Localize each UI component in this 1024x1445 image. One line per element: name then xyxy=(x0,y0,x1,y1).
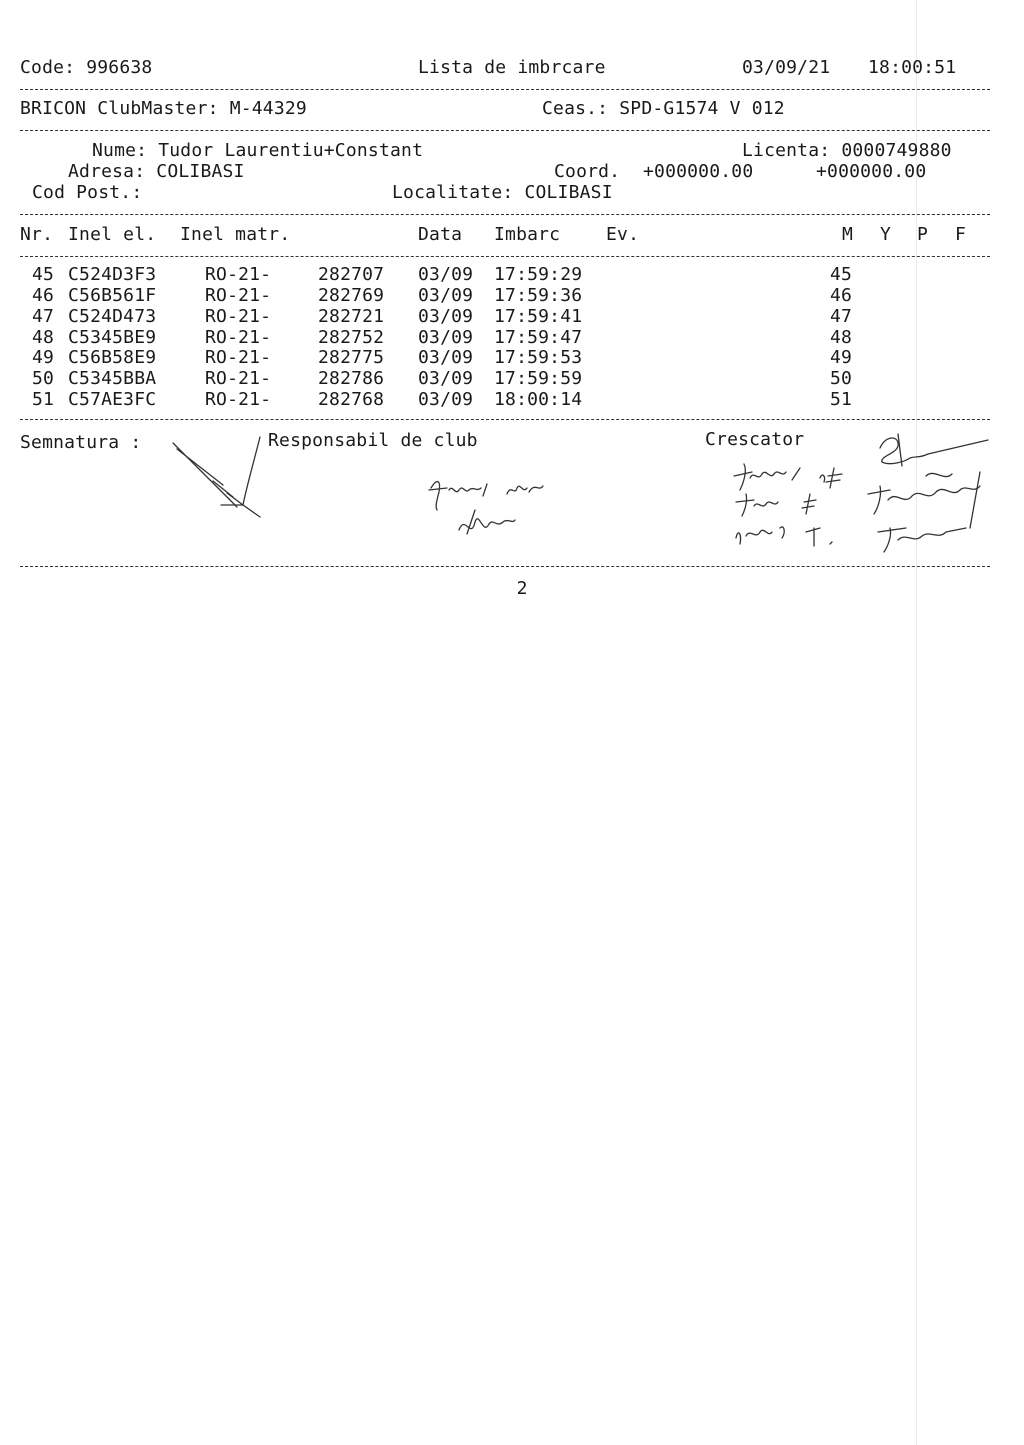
table-row xyxy=(0,307,1024,327)
cell-time: 18:00:14 xyxy=(494,389,583,410)
cell-matr: 282775 xyxy=(318,347,385,368)
table-row xyxy=(0,265,1024,285)
col-header-m: M xyxy=(842,224,854,245)
document-title: Lista de imbrcare xyxy=(418,57,606,78)
cell-matr: 282707 xyxy=(318,264,385,285)
cell-time: 17:59:47 xyxy=(494,327,583,348)
table-row xyxy=(0,390,1024,410)
divider xyxy=(20,89,990,90)
coord-x: +000000.00 xyxy=(643,161,754,182)
cell-data: 03/09 xyxy=(418,264,474,285)
cell-nr: 46 xyxy=(32,285,55,306)
signature-scribble xyxy=(165,435,275,525)
cell-inel-el: C56B58E9 xyxy=(68,347,157,368)
cell-nr: 45 xyxy=(32,264,55,285)
cell-data: 03/09 xyxy=(418,368,474,389)
print-date: 03/09/21 xyxy=(742,57,831,78)
club-responsible-label: Responsabil de club xyxy=(268,430,478,451)
table-row xyxy=(0,328,1024,348)
col-header-ev: Ev. xyxy=(606,224,640,245)
divider xyxy=(20,214,990,215)
cell-nr: 51 xyxy=(32,389,55,410)
club-responsible-signature xyxy=(425,470,555,550)
cell-data: 03/09 xyxy=(418,389,474,410)
cell-data: 03/09 xyxy=(418,285,474,306)
cell-time: 17:59:41 xyxy=(494,306,583,327)
divider xyxy=(20,130,990,131)
scan-fold-line xyxy=(916,0,917,1445)
col-header-data: Data xyxy=(418,224,463,245)
cell-m: 45 xyxy=(830,264,853,285)
table-row xyxy=(0,369,1024,389)
cell-m: 51 xyxy=(830,389,853,410)
page-number: 2 xyxy=(516,578,528,599)
fancier-address: Adresa: COLIBASI xyxy=(68,161,245,182)
col-header-p: P xyxy=(917,224,929,245)
cell-inel-el: C524D3F3 xyxy=(68,264,157,285)
licence-number: Licenta: 0000749880 xyxy=(742,140,952,161)
col-header-imbarc: Imbarc xyxy=(494,224,561,245)
clock-id: Ceas.: SPD-G1574 V 012 xyxy=(542,98,785,119)
cell-inel-el: C524D473 xyxy=(68,306,157,327)
cell-nr: 50 xyxy=(32,368,55,389)
cell-m: 46 xyxy=(830,285,853,306)
cell-inel-el: C56B561F xyxy=(68,285,157,306)
print-time: 18:00:51 xyxy=(868,57,957,78)
col-header-y: Y xyxy=(880,224,892,245)
cell-matr: 282768 xyxy=(318,389,385,410)
locality: Localitate: COLIBASI xyxy=(392,182,613,203)
cell-country: RO-21- xyxy=(205,368,272,389)
divider xyxy=(20,566,990,567)
fancier-name: Nume: Tudor Laurentiu+Constant xyxy=(92,140,424,161)
breeder-signature xyxy=(730,428,995,553)
cell-country: RO-21- xyxy=(205,347,272,368)
col-header-inel-el: Inel el. xyxy=(68,224,157,245)
cell-time: 17:59:29 xyxy=(494,264,583,285)
cell-matr: 282752 xyxy=(318,327,385,348)
cell-time: 17:59:59 xyxy=(494,368,583,389)
cell-m: 47 xyxy=(830,306,853,327)
cell-matr: 282786 xyxy=(318,368,385,389)
col-header-inel-matr: Inel matr. xyxy=(180,224,291,245)
col-header-nr: Nr. xyxy=(20,224,54,245)
cell-inel-el: C5345BBA xyxy=(68,368,157,389)
cell-country: RO-21- xyxy=(205,264,272,285)
cell-inel-el: C57AE3FC xyxy=(68,389,157,410)
code-label: Code: 996638 xyxy=(20,57,153,78)
cell-matr: 282721 xyxy=(318,306,385,327)
cell-nr: 48 xyxy=(32,327,55,348)
table-row xyxy=(0,286,1024,306)
table-row xyxy=(0,348,1024,368)
coord-y: +000000.00 xyxy=(816,161,927,182)
cell-m: 48 xyxy=(830,327,853,348)
signature-label: Semnatura : xyxy=(20,432,142,453)
coord-label: Coord. xyxy=(554,161,621,182)
cell-time: 17:59:53 xyxy=(494,347,583,368)
divider xyxy=(20,419,990,420)
col-header-f: F xyxy=(955,224,967,245)
cell-inel-el: C5345BE9 xyxy=(68,327,157,348)
cell-country: RO-21- xyxy=(205,389,272,410)
cell-data: 03/09 xyxy=(418,327,474,348)
cell-m: 50 xyxy=(830,368,853,389)
cell-matr: 282769 xyxy=(318,285,385,306)
clubmaster-id: BRICON ClubMaster: M-44329 xyxy=(20,98,307,119)
cell-time: 17:59:36 xyxy=(494,285,583,306)
cell-data: 03/09 xyxy=(418,347,474,368)
cell-nr: 47 xyxy=(32,306,55,327)
cell-m: 49 xyxy=(830,347,853,368)
cell-country: RO-21- xyxy=(205,306,272,327)
divider xyxy=(20,256,990,257)
postal-code-label: Cod Post.: xyxy=(32,182,143,203)
cell-country: RO-21- xyxy=(205,285,272,306)
cell-nr: 49 xyxy=(32,347,55,368)
cell-country: RO-21- xyxy=(205,327,272,348)
cell-data: 03/09 xyxy=(418,306,474,327)
breeder-label: Crescator xyxy=(705,429,805,450)
